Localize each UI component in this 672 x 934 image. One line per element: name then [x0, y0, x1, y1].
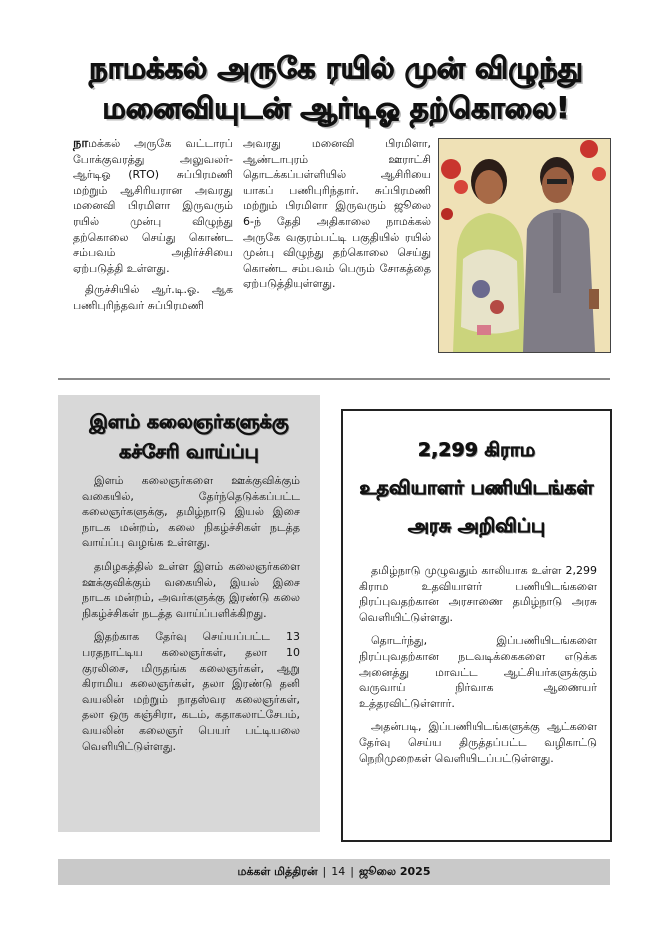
article-paragraph-3: அவரது மனைவி பிரமிளா, ஆண்டாபுரம் ஊராட்சி தொடக்கப்பள்ளியில் ஆசிரியை யாகப் பணிபுரிந்தார். சுப்பிரமணி மற்றும் பிரமிளா இருவரும் ஜூலை 6-ந் தேதி அதிகாலை நாமக்கல் அருகே வகுரம்பட்டி பகுதியில் ரயில் முன்பு விழுந்து தற்கொலை செய்து கொண்ட சம்பவம் பெரும் சோகத்தை ஏற்படுத்தியுள்ளது. [243, 137, 431, 291]
village-box-body [359, 563, 597, 774]
concert-title-line-1: இளம் கலைஞர்களுக்கு [89, 411, 289, 433]
page-footer [58, 859, 610, 885]
concert-paragraph-2: தமிழகத்தில் உள்ள இளம் கலைஞர்களை ஊக்குவிக்கும் வகையில், இயல் இசை நாடக மன்றம், அவர்களுக்கு இரண்டு கலை நிகழ்ச்சிகள் நடத்த வாய்ப்பளிக்கிறது. [82, 559, 300, 620]
couple-photo-icon [439, 139, 610, 352]
village-title-line-3: அரசு அறிவிப்பு [407, 515, 546, 537]
footer-magazine-name: மக்கள் மித்திரன் [237, 865, 318, 878]
concert-title-line-2: கச்சேரி வாய்ப்பு [119, 441, 259, 463]
village-title-line-2: உதவியாளர் பணியிடங்கள் [359, 477, 594, 499]
concert-opportunity-box [58, 395, 320, 832]
article-paragraph-2: திருச்சியில் ஆர்.டி.ஓ. ஆக பணிபுரிந்தவர் சுப்பிரமணி [73, 283, 233, 312]
footer-separator: | [350, 865, 354, 878]
concert-box-title [58, 407, 320, 467]
headline [40, 48, 632, 128]
footer-page-number: 14 [331, 865, 346, 878]
village-paragraph-3: அதன்படி, இப்பணியிடங்களுக்கு ஆட்களை தேர்வு செய்ய திருத்தப்பட்ட வழிகாட்டு நெறிமுறைகள் வெளியிடப்பட்டுள்ளது. [359, 720, 597, 765]
concert-box-body [82, 473, 300, 762]
village-paragraph-1: தமிழ்நாடு முழுவதும் காலியாக உள்ள 2,299 கிராம உதவியாளர் பணியிடங்களை நிரப்புவதற்கான அரசாணை தமிழ்நாடு அரசு வெளியிட்டுள்ளது. [359, 564, 597, 624]
headline-line-1: நாமக்கல் அருகே ரயில் முன் விழுந்து [89, 51, 583, 85]
village-paragraph-2: தொடர்ந்து, இப்பணியிடங்களை நிரப்புவதற்கான நடவடிக்கைகளை எடுக்க அனைத்து மாவட்ட ஆட்சியர்களுக்கும் வருவாய் நிர்வாக ஆணையர் உத்தரவிட்டுள்ளார். [359, 634, 597, 710]
concert-paragraph-1: இளம் கலைஞர்களை ஊக்குவிக்கும் வகையில், தேர்ந்தெடுக்கப்பட்ட கலைஞர்களுக்கு, தமிழ்நாடு இயல் இசை நாடக மன்றம், கலை நிகழ்ச்சிகள் நடத்த வாய்ப்பு வழங்க உள்ளது. [82, 474, 300, 550]
headline-line-2: மனைவியுடன் ஆர்டிஓ தற்கொலை! [102, 91, 570, 125]
footer-separator: | [322, 865, 327, 878]
section-divider [58, 378, 610, 380]
article-paragraph-1: மக்கல் அருகே வட்டாரப் போக்குவரத்து அலுவலர்- ஆர்டிஓ (RTO) சுப்பிரமணி மற்றும் ஆசிரியரான அவரது மனைவி பிரமிளா இருவரும் ரயில் முன்பு விழுந்து தற்கொலை செய்து கொண்ட சம்பவம் அதிர்ச்சியை ஏற்படுத்தி உள்ளது. [73, 137, 233, 275]
footer-date: ஜூலை 2025 [358, 865, 431, 878]
article-column-2 [243, 136, 431, 298]
village-assistant-box [341, 409, 612, 842]
drop-cap: நா [73, 136, 89, 151]
concert-paragraph-3: இதற்காக தேர்வு செய்யப்பட்ட 13 பரதநாட்டிய கலைஞர்கள், தலா 10 குரலிசை, மிருதங்க கலைஞர்கள், ஆறு கிராமிய கலைஞர்கள், தலா இரண்டு தனி வயலின் மற்றும் நாதஸ்வர கலைஞர்கள், தலா ஒரு கஞ்சிரா, கடம், கதாகலாட்சேபம், வயலின் கலைஞர் பெயர் பட்டியலை வெளியிட்டுள்ளது. [82, 630, 300, 753]
village-title-line-1: 2,299 கிராம [417, 439, 536, 461]
village-box-title [343, 431, 610, 545]
article-column-1 [73, 136, 233, 320]
couple-photo [438, 138, 611, 353]
